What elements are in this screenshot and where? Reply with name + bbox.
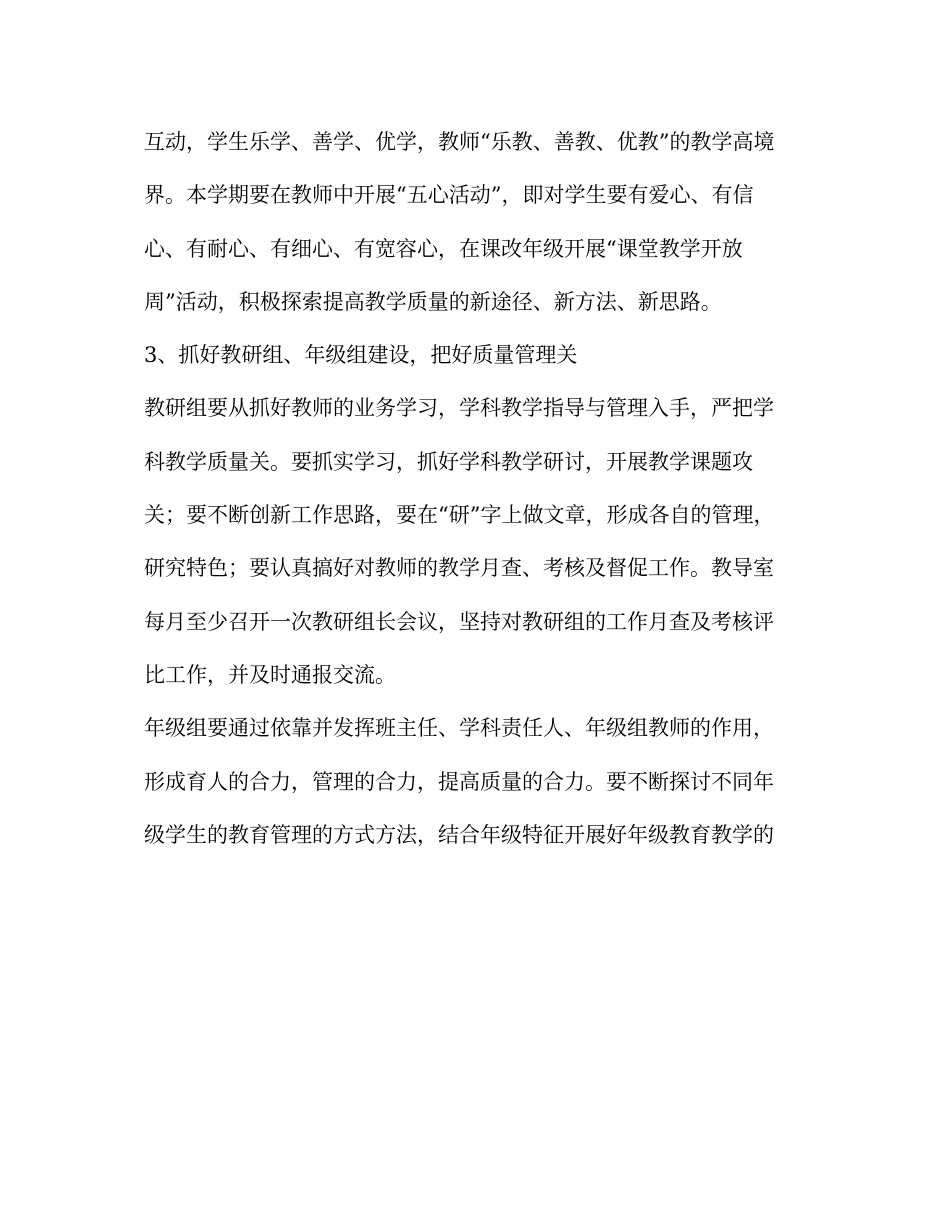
text-line: 每月至少召开一次教研组长会议，坚持对教研组的工作月查及考核评 bbox=[144, 609, 774, 634]
body-text bbox=[144, 121, 814, 867]
text-line: 年级组要通过依靠并发挥班主任、学科责任人、年级组教师的作用， bbox=[144, 716, 774, 741]
text-line: 科教学质量关。要抓实学习，抓好学科教学研讨，开展教学课题攻 bbox=[144, 449, 753, 474]
text-line: 互动，学生乐学、善学、优学，教师“乐教、善教、优教”的教学高境 bbox=[144, 130, 775, 154]
text-line: 形成育人的合力，管理的合力，提高质量的合力。要不断探讨不同年 bbox=[144, 769, 774, 794]
text-line: 比工作，并及时通报交流。 bbox=[144, 662, 396, 687]
text-line: 级学生的教育管理的方式方法，结合年级特征开展好年级教育教学的 bbox=[144, 822, 774, 847]
text-line: 关；要不断创新工作思路，要在“研”字上做文章，形成各自的管理， bbox=[144, 503, 775, 528]
text-line: 周”活动，积极探索提高教学质量的新途径、新方法、新思路。 bbox=[144, 289, 722, 314]
text-line: 研究特色；要认真搞好对教师的教学月查、考核及督促工作。教导室 bbox=[144, 556, 774, 581]
text-line: 教研组要从抓好教师的业务学习，学科教学指导与管理入手，严把学 bbox=[144, 396, 774, 421]
text-line: 心、有耐心、有细心、有宽容心，在课改年级开展“课堂教学开放 bbox=[144, 236, 743, 261]
section-heading: 3、抓好教研组、年级组建设，把好质量管理关 bbox=[144, 343, 578, 368]
text-line: 界。本学期要在教师中开展“五心活动”，即对学生要有爱心、有信 bbox=[144, 183, 754, 208]
